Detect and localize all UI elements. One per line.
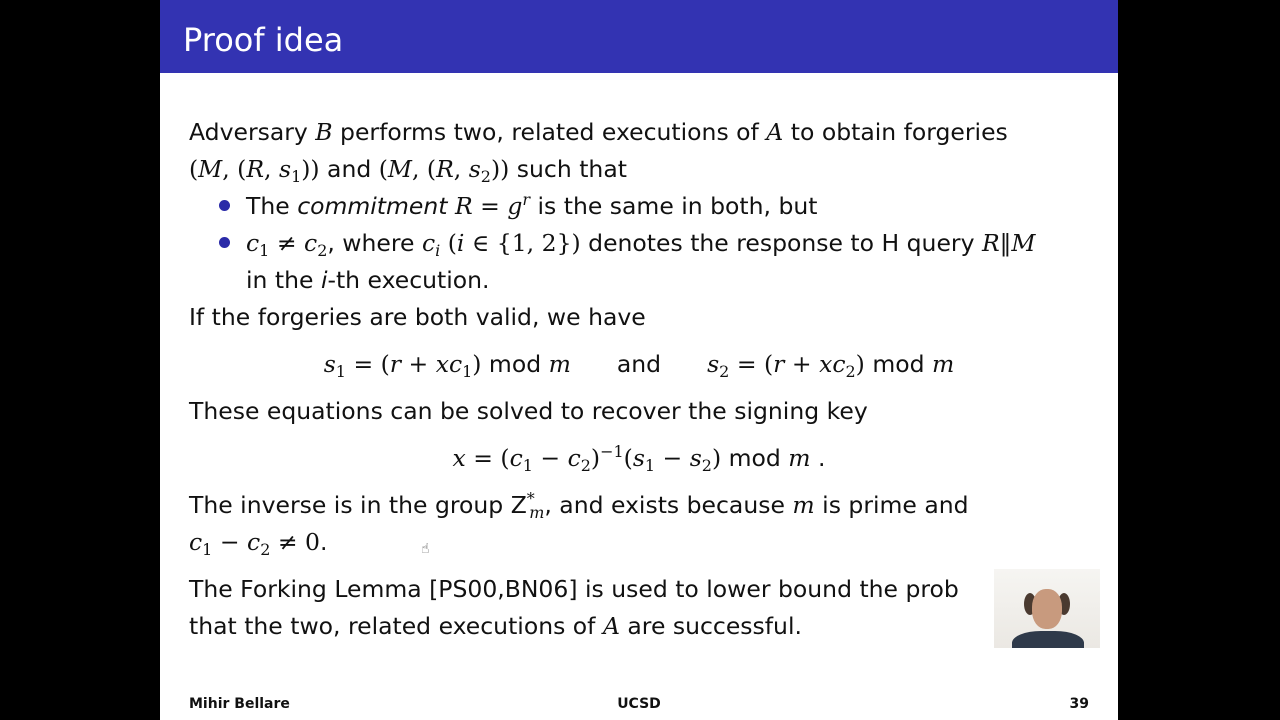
paragraph-inverse-line1: The inverse is in the group $Z^*_m$, and exists because m is prime and	[189, 489, 969, 523]
bullet-dot-icon	[219, 200, 230, 211]
bullet-item-challenge: $c_1 \ne c_2$, where $c_i$ (i ∈ {1, 2}) denotes the response to H query R‖M in the i-th execution.	[189, 225, 1089, 299]
footer-page-number: 39	[1069, 696, 1089, 712]
paragraph-solve: These equations can be solved to recover the signing key	[189, 397, 868, 425]
equation-key: $x = (c_1 - c_2)^{-1}(s_1 - s_2)$ mod m .	[452, 442, 826, 476]
bullet-list	[189, 188, 1089, 299]
footer-author: Mihir Bellare	[189, 696, 290, 712]
paragraph-adversary-line2: (M, (R, $s_1$)) and (M, (R, $s_2$)) such that	[189, 155, 627, 187]
slide-title: Proof idea	[183, 21, 344, 59]
slide-footer	[160, 690, 1118, 720]
paragraph-forking-line1: The Forking Lemma [PS00,BN06] is used to lower bound the prob	[189, 575, 959, 603]
footer-institution: UCSD	[617, 696, 661, 712]
paragraph-forking-line2: that the two, related executions of A are successful.	[189, 612, 802, 640]
paragraph-inverse-line2: $c_1 - c_2 \ne 0$.	[189, 528, 328, 560]
bullet-item-commitment: The commitment $R = g^r$ is the same in both, but	[189, 188, 1089, 225]
paragraph-adversary-line1: Adversary B performs two, related executions of A to obtain forgeries	[189, 118, 1008, 146]
bullet-dot-icon	[219, 237, 230, 248]
equation-signatures: $s_1 = (r + xc_1)$ mod m and $s_2 = (r + xc_2)$ mod m	[323, 350, 955, 382]
slide	[160, 0, 1118, 720]
slide-content	[189, 114, 1089, 645]
presenter-head	[1032, 589, 1062, 629]
webcam-overlay	[994, 569, 1100, 648]
presenter-shoulders	[1012, 631, 1084, 648]
hand-cursor-icon: ☝	[421, 541, 430, 557]
paragraph-valid: If the forgeries are both valid, we have	[189, 303, 646, 331]
title-bar	[160, 0, 1118, 73]
